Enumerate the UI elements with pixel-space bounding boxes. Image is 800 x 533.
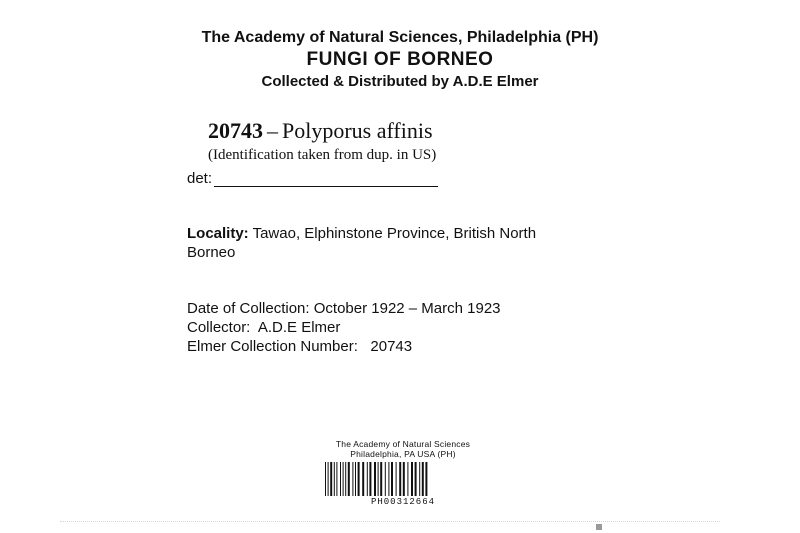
barcode-bar [343,462,344,496]
collection-date: Date of Collection: October 1922 – March 1923 [187,300,501,317]
series-title: FUNGI OF BORNEO [306,49,494,70]
barcode-bar [407,462,408,496]
barcode-bar [422,462,424,496]
barcode-bar [369,462,371,496]
barcode-bar [336,462,337,496]
collector: Collector: A.D.E Elmer [187,319,341,336]
barcode-bar [388,462,389,496]
barcode-bar [355,462,356,496]
det-blank-line [214,170,438,187]
identification-note: (Identification taken from dup. in US) [208,147,437,163]
barcode-bar [367,462,368,496]
barcode-bar [385,462,386,496]
barcode-institution-line2: Philadelphia, PA USA (PH) [350,449,456,459]
barcode-bar [334,462,335,496]
sheet-edge [60,521,720,522]
determination-row [187,170,438,187]
barcode-bar [374,462,376,496]
locality [187,224,587,262]
specimen-title [208,118,433,144]
barcode-bar [330,462,332,496]
label-header [0,28,800,91]
barcode-number: PH00312664 [370,497,435,507]
barcode-bar [358,462,360,496]
locality-label: Locality: [187,225,249,242]
det-label: det: [187,170,213,187]
specimen-dash: – [267,118,278,143]
barcode-bar [348,462,350,496]
barcode-bar [425,462,427,496]
barcode-bar [399,462,401,496]
collection-details [187,299,501,356]
collection-number: Elmer Collection Number: 20743 [187,338,413,355]
barcode-bar [411,462,413,496]
barcode-bar [391,462,393,496]
barcode-bars [323,462,483,496]
barcode-bar [380,462,382,496]
barcode-bar [362,462,364,496]
taxon-name: Polyporus affinis [282,118,433,143]
barcode-bar [345,462,346,496]
barcode-bar [378,462,379,496]
specimen-number: 20743 [208,118,263,143]
barcode-bar [325,462,326,496]
barcode-bar [352,462,353,496]
barcode-bar [396,462,397,496]
barcode-label [318,439,488,507]
edge-mark [596,524,602,530]
barcode-bar [328,462,329,496]
barcode-institution-line1: The Academy of Natural Sciences [335,439,471,449]
barcode-bar [340,462,341,496]
collector-credit: Collected & Distributed by A.D.E Elmer [261,73,539,90]
barcode-bar [415,462,417,496]
locality-value: Tawao, Elphinstone Province, British North Borneo [187,225,537,261]
institution-name: The Academy of Natural Sciences, Philadelphia (PH) [201,29,599,46]
barcode-bar [403,462,405,496]
barcode-bar [419,462,420,496]
